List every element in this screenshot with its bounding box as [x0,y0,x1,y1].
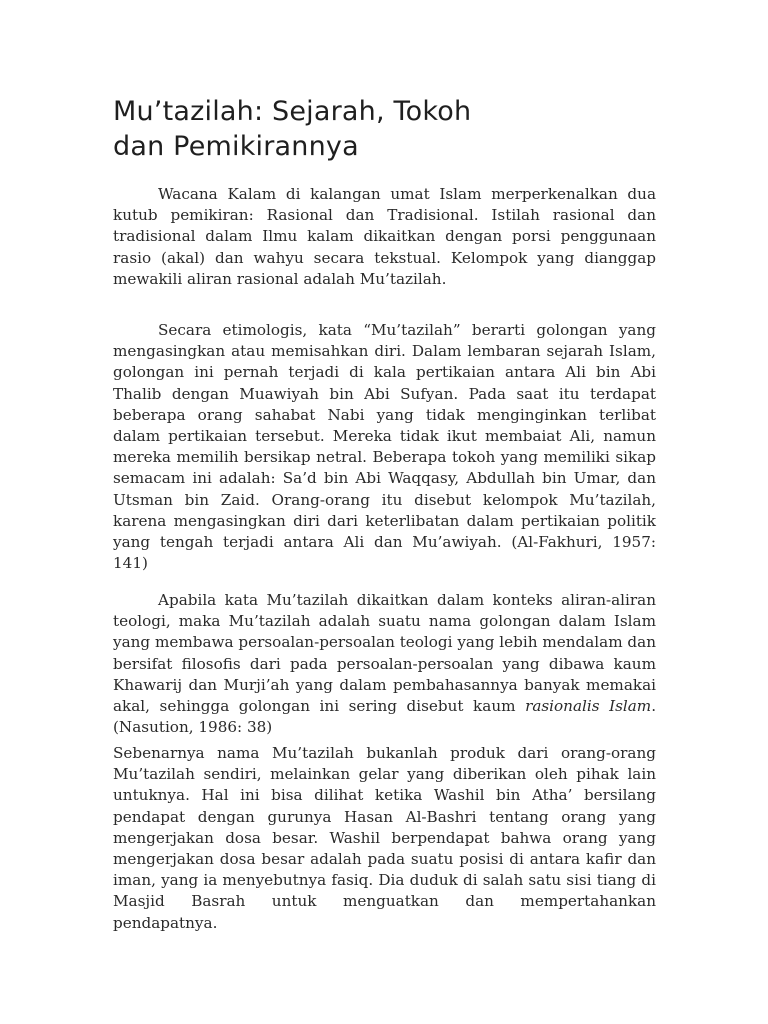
paragraph-3-italic-term: rasionalis Islam [525,697,652,716]
paragraph-3 [113,590,656,738]
page-title [113,94,673,164]
paragraph-4: Sebenarnya nama Mu’tazilah bukanlah produk dari orang-orang Mu’tazilah sendiri, melainkan gelar yang diberikan oleh pihak lain untuknya. Hal ini bisa dilihat ketika Washil bin Atha’ bersilang pendapat dengan gurunya Hasan Al-Bashri tentang orang yang mengerjakan dosa besar. Washil berpendapat bahwa orang yang mengerjakan dosa besar adalah pada suatu posisi di antara kafir dan iman, yang ia menyebutnya fasiq. Dia duduk di salah satu sisi tiang di Masjid Basrah untuk menguatkan dan mempertahankan pendapatnya. [113,744,656,932]
paragraph-3-text: Apabila kata Mu’tazilah dikaitkan dalam konteks aliran-aliran teologi, maka Mu’tazilah adalah suatu nama golongan dalam Islam yang membawa persoalan-persoalan teologi yang lebih mendalam dan bersifat filosofis dari pada persoalan-persoalan yang dibawa kaum Khawarij dan Murji’ah yang dalam pembahasannya banyak memakai akal, sehingga golongan ini sering disebut kaum [113,591,656,716]
paragraph-3-citation: . (Nasution, 1986: 38) [113,697,657,737]
title-line-2: dan Pemikirannya [113,131,359,162]
paragraph-1: Wacana Kalam di kalangan umat Islam merperkenalkan dua kutub pemikiran: Rasional dan Tradisional. Istilah rasional dan tradisional dalam Ilmu kalam dikaitkan dengan porsi penggunaan rasio (akal) dan wahyu secara tekstual. Kelompok yang dianggap mewakili aliran rasional adalah Mu’tazilah. [113,185,656,288]
paragraph-2: Secara etimologis, kata “Mu’tazilah” berarti golongan yang mengasingkan atau memisahkan diri. Dalam lembaran sejarah Islam, golongan ini pernah terjadi di kala pertikaian antara Ali bin Abi Thalib dengan Muawiyah bin Abi Sufyan. Pada saat itu terdapat beberapa orang sahabat Nabi yang tidak menginginkan terlibat dalam pertikaian tersebut. Mereka tidak ikut membaiat Ali, namun mereka memilih bersikap netral. Beberapa tokoh yang memiliki sikap semacam ini adalah: Sa’d bin Abi Waqqasy, Abdullah bin Umar, dan Utsman bin Zaid. Orang-orang itu disebut kelompok Mu’tazilah, karena mengasingkan diri dari keterlibatan dalam pertikaian politik yang tengah terjadi antara Ali dan Mu’awiyah. (Al-Fakhuri, 1957: 141) [113,321,656,573]
title-line-1: Mu’tazilah: Sejarah, Tokoh [113,96,472,127]
